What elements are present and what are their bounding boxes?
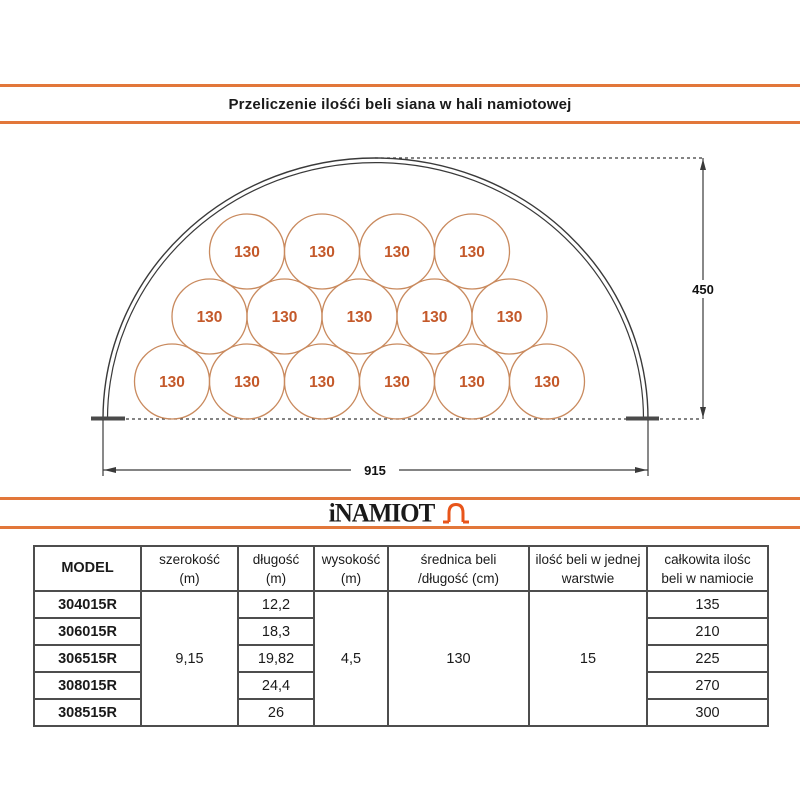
total-cell: 300 <box>647 699 768 726</box>
page-title: Przeliczenie ilośći beli siana w hali namiotowej <box>228 95 572 113</box>
wysokosc-merged-cell: 4,5 <box>314 591 388 726</box>
bale-diameter-label: 130 <box>234 244 260 261</box>
model-cell: 306515R <box>34 645 141 672</box>
bale-diameter-label: 130 <box>384 374 410 391</box>
tent-arch-inner <box>108 163 644 419</box>
model-cell: 304015R <box>34 591 141 618</box>
col-header-calkowita: całkowita ilośc beli w namiocie <box>647 546 768 591</box>
total-cell: 210 <box>647 618 768 645</box>
bale-diameter-label: 130 <box>309 244 335 261</box>
bale-diameter-label: 130 <box>496 309 523 326</box>
height-dimension <box>688 158 718 419</box>
col-header-dlugosc: długość (m) <box>238 546 314 591</box>
bale-diameter-label: 130 <box>421 309 448 326</box>
total-cell: 135 <box>647 591 768 618</box>
dlugosc-cell: 24,4 <box>238 672 314 699</box>
bale-diameter-label: 130 <box>234 374 260 391</box>
spec-table <box>33 545 769 727</box>
tent-arch-icon <box>441 501 471 525</box>
warstwa-merged-cell: 15 <box>529 591 647 726</box>
bale-diameter-label: 130 <box>534 374 560 391</box>
srednica-merged-cell: 130 <box>388 591 529 726</box>
model-cell: 308515R <box>34 699 141 726</box>
model-cell: 306015R <box>34 618 141 645</box>
col-header-szerokosc: szerokość (m) <box>141 546 238 591</box>
total-cell: 270 <box>647 672 768 699</box>
bale-diameter-label: 130 <box>271 309 298 326</box>
model-cell: 308015R <box>34 672 141 699</box>
dlugosc-cell: 26 <box>238 699 314 726</box>
col-header-model: MODEL <box>34 546 141 591</box>
bale-diameter-label: 130 <box>346 309 373 326</box>
title-band <box>0 84 800 124</box>
brand-logo-text: iNAMIOT <box>328 498 435 528</box>
dlugosc-cell: 19,82 <box>238 645 314 672</box>
height-dimension-label: 450 <box>692 282 714 297</box>
bale-diameter-label: 130 <box>159 374 185 391</box>
col-header-srednica: średnica beli /długość (cm) <box>388 546 529 591</box>
brand-logo-band <box>0 497 800 529</box>
spec-table-header <box>34 546 768 591</box>
width-dimension <box>103 420 648 479</box>
bale-diameter-label: 130 <box>196 309 223 326</box>
bale-diameter-label: 130 <box>459 374 485 391</box>
szerokosc-merged-cell: 9,15 <box>141 591 238 726</box>
bale-diameter-label: 130 <box>459 244 485 261</box>
col-header-warstwa: ilość beli w jednej warstwie <box>529 546 647 591</box>
bale-diameter-label: 130 <box>309 374 335 391</box>
bale-diameter-label: 130 <box>384 244 410 261</box>
total-cell: 225 <box>647 645 768 672</box>
bales-layer <box>135 214 585 419</box>
col-header-wysokosc: wysokość (m) <box>314 546 388 591</box>
spec-table-body <box>34 591 768 726</box>
width-dimension-label: 915 <box>364 463 386 478</box>
tent-diagram <box>0 140 800 490</box>
dlugosc-cell: 18,3 <box>238 618 314 645</box>
table-row <box>34 591 768 618</box>
dlugosc-cell: 12,2 <box>238 591 314 618</box>
